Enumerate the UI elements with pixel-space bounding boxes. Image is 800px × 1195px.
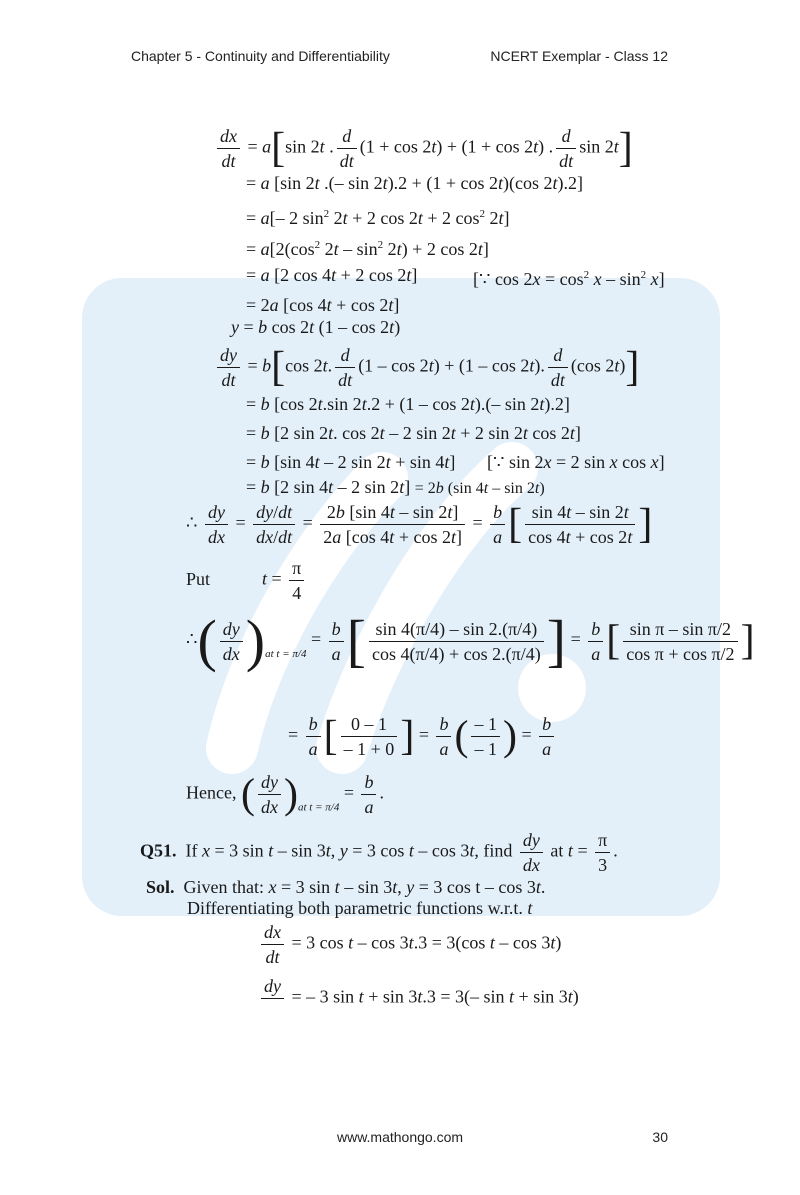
dydx-general: ∴ $\frac{dy}{dx}$ = $\frac{dy/dt}{dx/dt}$ = $\frac{2b [\sin 4t - \sin 2t]}{2a [\cos 4t + \cos 2t]}$ = $\frac{b}{a}$ [ $\frac{\sin 4t - \sin 2t}{\cos 4t + \cos 2t}$ ] — [186, 501, 653, 548]
question-51: Q51. If x = 3 sin t – sin 3t, y = 3 cos t – cos 3t, find $\frac{dy}{dx}$ at t = $\frac{\pi}{3}$ . — [140, 830, 618, 875]
dydt-line-4: = b [sin 4t – 2 sin 2t + sin 4t] — [246, 452, 456, 472]
solution-intro: Sol. Given that: x = 3 sin t – sin 3t, y = 3 cos t – cos 3t. — [146, 877, 546, 897]
hence-result: Hence, ( $\frac{dy}{dx}$ )$_{at t = \pi/4}$ = $\frac{b}{a}$ . — [186, 771, 384, 818]
dydt-line-4-reason: [∵ sin 2x = 2 sin x cos x] — [487, 452, 665, 472]
dxdt-line-5: = a [2 cos 4t + 2 cos 2t] — [246, 265, 418, 285]
put-value: t = $\frac{\pi}{4}$ — [262, 556, 307, 605]
dydt-line-2: = b [cos 2t.sin 2t.2 + (1 – cos 2t).(– sin 2t).2] — [246, 394, 570, 414]
dxdt-line-5-reason: [∵ $\cos 2x = \cos^2 x - \sin^2 x$] — [473, 269, 665, 289]
header-book-title: NCERT Exemplar - Class 12 — [490, 48, 668, 64]
solution-label: Sol. — [146, 877, 175, 897]
dxdt-line-6: = 2a [cos 4t + cos 2t] — [246, 295, 400, 315]
hence-label: Hence, — [186, 782, 237, 803]
dxdt-line-1: $\frac{dx}{dt}$ = a[sin 2t . $\frac{d}{dt}$ (1 + cos 2t) + (1 + cos 2t) . $\frac{d}{dt}$ sin 2t] — [214, 124, 633, 173]
solution-step: Differentiating both parametric functions w.r.t. t — [187, 898, 533, 918]
page-number: 30 — [652, 1129, 668, 1145]
y-definition: y = b cos 2t (1 – cos 2t) — [231, 317, 401, 337]
dydx-at-pi-4: ∴( $\frac{dy}{dx}$ )$_{at t = \pi/4}$ = $\frac{b}{a}$ [ $\frac{\sin 4(\pi/4) - \sin 2.(\pi/4)}{\cos 4(\pi/4) + \cos 2.(\pi/4)}$ ] = $\frac{b}{a}$ [ $\frac{\text{sin π – sin π/2}}{\text{cos π + cos π/2}}$ ] — [186, 608, 755, 673]
dydt-line-3: = b [2 sin 2t. cos 2t – 2 sin 2t + 2 sin 2t cos 2t] — [246, 423, 581, 443]
solution-dydt: dy = – 3 sin t + sin 3t.3 = 3(– sin t + sin 3t) — [258, 974, 579, 1023]
dydx-evaluated: = $\frac{b}{a}$ [ $\frac{0 - 1}{- 1 + 0}$ ] = $\frac{b}{a}$ ( $\frac{- 1}{- 1}$ ) = $\frac{b}{a}$ — [288, 712, 557, 761]
dxdt-line-2: = a [sin 2t .(– sin 2t).2 + (1 + cos 2t)(cos 2t).2] — [246, 173, 583, 193]
solution-dxdt: $\frac{dx}{dt}$ = 3 cos t – cos 3t.3 = 3(cos t – cos 3t) — [258, 920, 561, 969]
dxdt-line-3: = a[– 2 $\sin^2 2t + 2$ cos 2t + 2 $\cos^2 2t$] — [246, 208, 510, 228]
put-label: Put — [186, 569, 211, 589]
footer-url: www.mathongo.com — [336, 1129, 464, 1145]
question-label: Q51. — [140, 840, 177, 861]
dydt-line-5: = b [2 sin 4t – 2 sin 2t] = 2b (sin 4t – sin 2t) — [246, 477, 545, 497]
dxdt-line-4: = $a[2(\cos^2$ $2t - \sin^2 2t) + 2$ cos 2t] — [246, 239, 489, 259]
dydt-line-1: $\frac{dy}{dt}$ = b[cos 2t. $\frac{d}{dt}$ (1 – cos 2t) + (1 – cos 2t). $\frac{d}{dt}$ (cos 2t)] — [214, 343, 639, 392]
header-chapter-title: Chapter 5 - Continuity and Differentiability — [131, 48, 390, 64]
